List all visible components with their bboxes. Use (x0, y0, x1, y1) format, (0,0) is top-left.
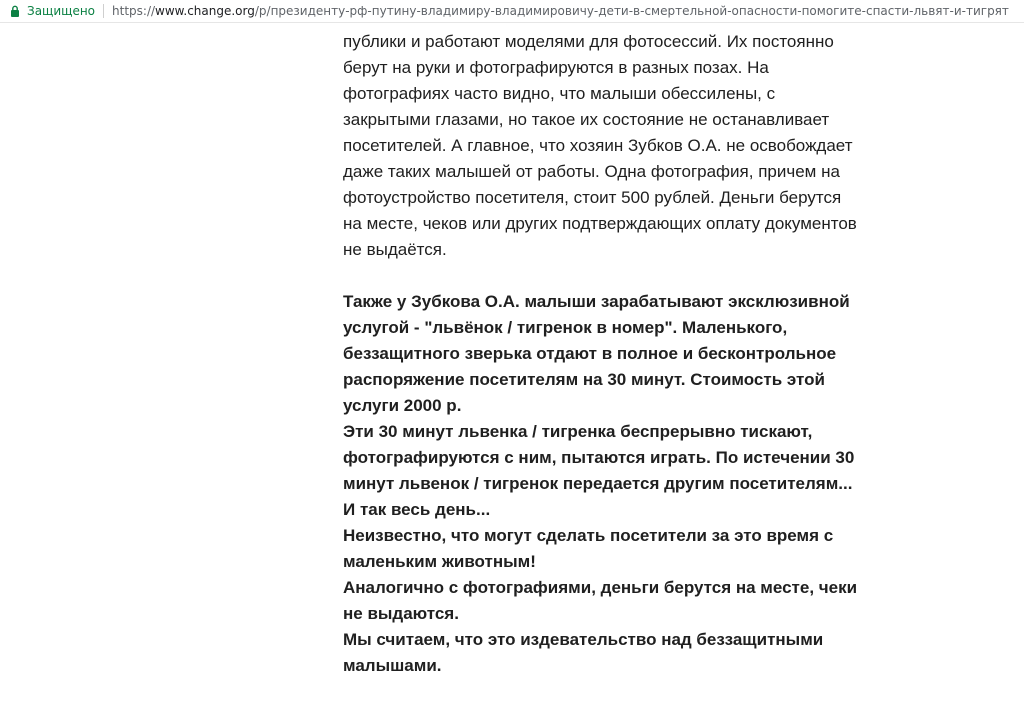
petition-text (343, 29, 863, 679)
address-bar-divider (0, 22, 1024, 23)
bold-paragraph: Мы считаем, что это издевательство над беззащитными малышами. (343, 630, 824, 675)
address-separator (103, 4, 104, 18)
url-text[interactable] (112, 4, 1009, 18)
address-bar[interactable] (0, 0, 1024, 22)
paragraph: публики и работают моделями для фотосессий. Их постоянно берут на руки и фотографируются в разных позах. На фотографиях часто видно, что малыши обессилены, с закрытыми глазами, но такое их состояние не останавливает посетителей. А главное, что хозяин Зубков О.А. не освобождает даже таких малышей от работы. Одна фотография, причем на фотоустройство посетителя, стоит 500 рублей. Деньги берутся на месте, чеков или других подтверждающих оплату документов не выдаётся. (343, 32, 857, 259)
secure-label[interactable]: Защищено (27, 4, 96, 18)
bold-paragraph: Неизвестно, что могут сделать посетители за это время с маленьким животным! (343, 526, 834, 571)
lock-icon[interactable] (9, 5, 21, 17)
url-prefix: https:// (112, 4, 156, 18)
url-host: www.change.org (155, 4, 255, 18)
bold-paragraph: Аналогично с фотографиями, деньги берутся на месте, чеки не выдаются. (343, 578, 858, 623)
bold-paragraph: Эти 30 минут львенка / тигренка беспрерывно тискают, фотографируются с ним, пытаются играть. По истечении 30 минут львенок / тигренок передается другим посетителям... И так весь день... (343, 422, 855, 519)
bold-paragraph: Также у Зубкова О.А. малыши зарабатывают эксклюзивной услугой - "львёнок / тигренок в номер". Маленького, беззащитного зверька отдают в полное и бесконтрольное распоряжение посетителям на 30 минут. Стоимость этой услуги 2000 р. (343, 292, 850, 415)
url-path: /p/президенту-рф-путину-владимиру-владимировичу-дети-в-смертельной-опасности-помогите-спасти-львят-и-тигрят (254, 4, 1009, 18)
